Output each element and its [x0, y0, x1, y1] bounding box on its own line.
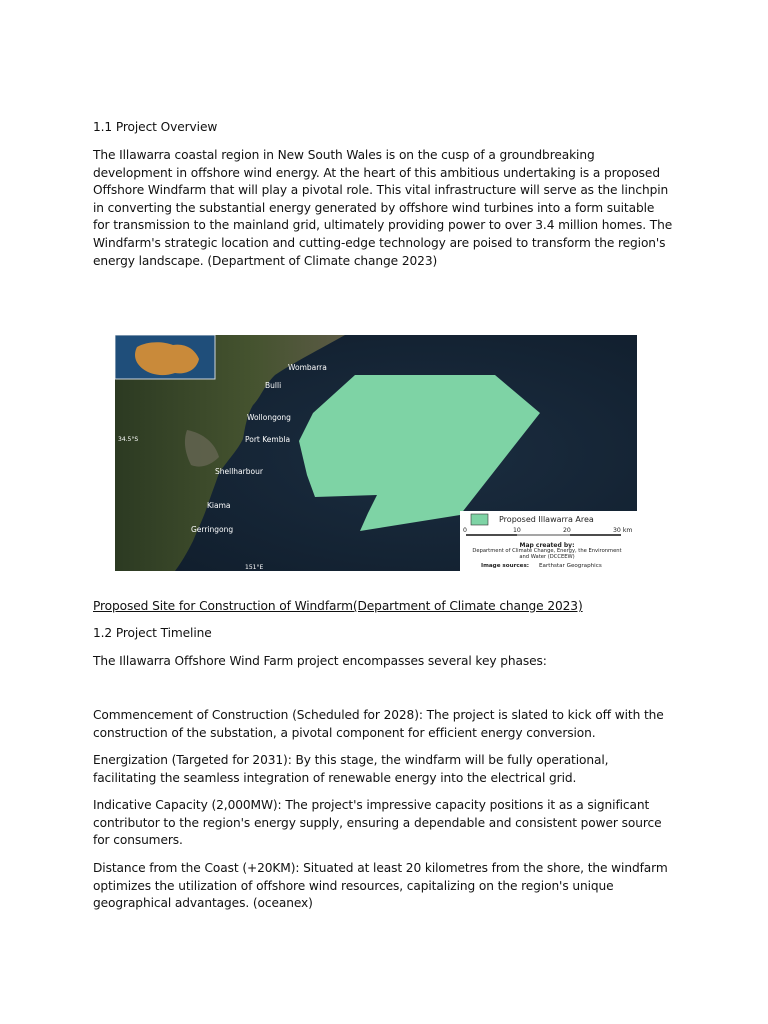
overview-paragraph: The Illawarra coastal region in New South Wales is on the cusp of a groundbreaking development in offshore wind energy. At the heart of this ambitious undertaking is a proposed Offshore Windfarm that will play a pivotal role. This vital infrastructure will serve as the linchpin in converting the substantial energy generated by offshore wind turbines into a form suitable for transmission to the mainland grid, ultimately providing power to over 3.4 million homes. The Windfarm's strategic location and cutting-edge technology are poised to transform the region's energy landscape. (Department of Climate change 2023) [93, 148, 673, 268]
image-sources-label: Image sources: [481, 563, 530, 569]
latitude-label: 34.5°S [118, 436, 139, 443]
scale-tick: 0 [463, 527, 467, 534]
timeline-item: Distance from the Coast (+20KM): Situated at least 20 kilometres from the shore, the windfarm optimizes the utilization of offshore wind resources, capitalizing on the region's unique geographical advantages. (oceanex) [93, 861, 668, 911]
place-label: Kiama [207, 501, 231, 510]
map-legend [460, 511, 637, 571]
timeline-intro: The Illawarra Offshore Wind Farm project encompasses several key phases: [93, 654, 547, 668]
place-label: Port Kembla [245, 435, 291, 444]
credit-body: Department of Climate Change, Energy, the Environment and Water (DCCEEW) [472, 548, 622, 560]
section-heading-timeline: 1.2 Project Timeline [93, 626, 212, 640]
place-label: Gerringong [191, 525, 234, 534]
section-heading-overview: 1.1 Project Overview [93, 120, 218, 134]
timeline-item: Indicative Capacity (2,000MW): The project's impressive capacity positions it as a significant contributor to the region's energy supply, ensuring a dependable and consistent power source for consumers. [93, 798, 662, 848]
scale-tick: 30 km [613, 527, 633, 534]
longitude-label: 151°E [245, 564, 264, 571]
image-sources-value: Earthstar Geographics [539, 563, 602, 569]
timeline-item: Energization (Targeted for 2031): By this stage, the windfarm will be fully operational, facilitating the seamless integration of renewable energy into the electrical grid. [93, 753, 609, 785]
scale-tick: 20 [563, 527, 571, 534]
place-label: Wollongong [247, 413, 291, 422]
place-label: Shellharbour [215, 467, 263, 476]
figure-caption: Proposed Site for Construction of Windfarm(Department of Climate change 2023) [93, 599, 583, 613]
credit-label: Map created by: [519, 542, 575, 549]
windfarm-site-map [115, 335, 637, 571]
place-label: Bulli [265, 381, 282, 390]
scale-tick: 10 [513, 527, 521, 534]
timeline-item: Commencement of Construction (Scheduled for 2028): The project is slated to kick off with the construction of the substation, a pivotal component for efficient energy conversion. [93, 708, 664, 740]
legend-entry: Proposed Illawarra Area [499, 515, 594, 524]
place-label: Wombarra [288, 363, 327, 372]
